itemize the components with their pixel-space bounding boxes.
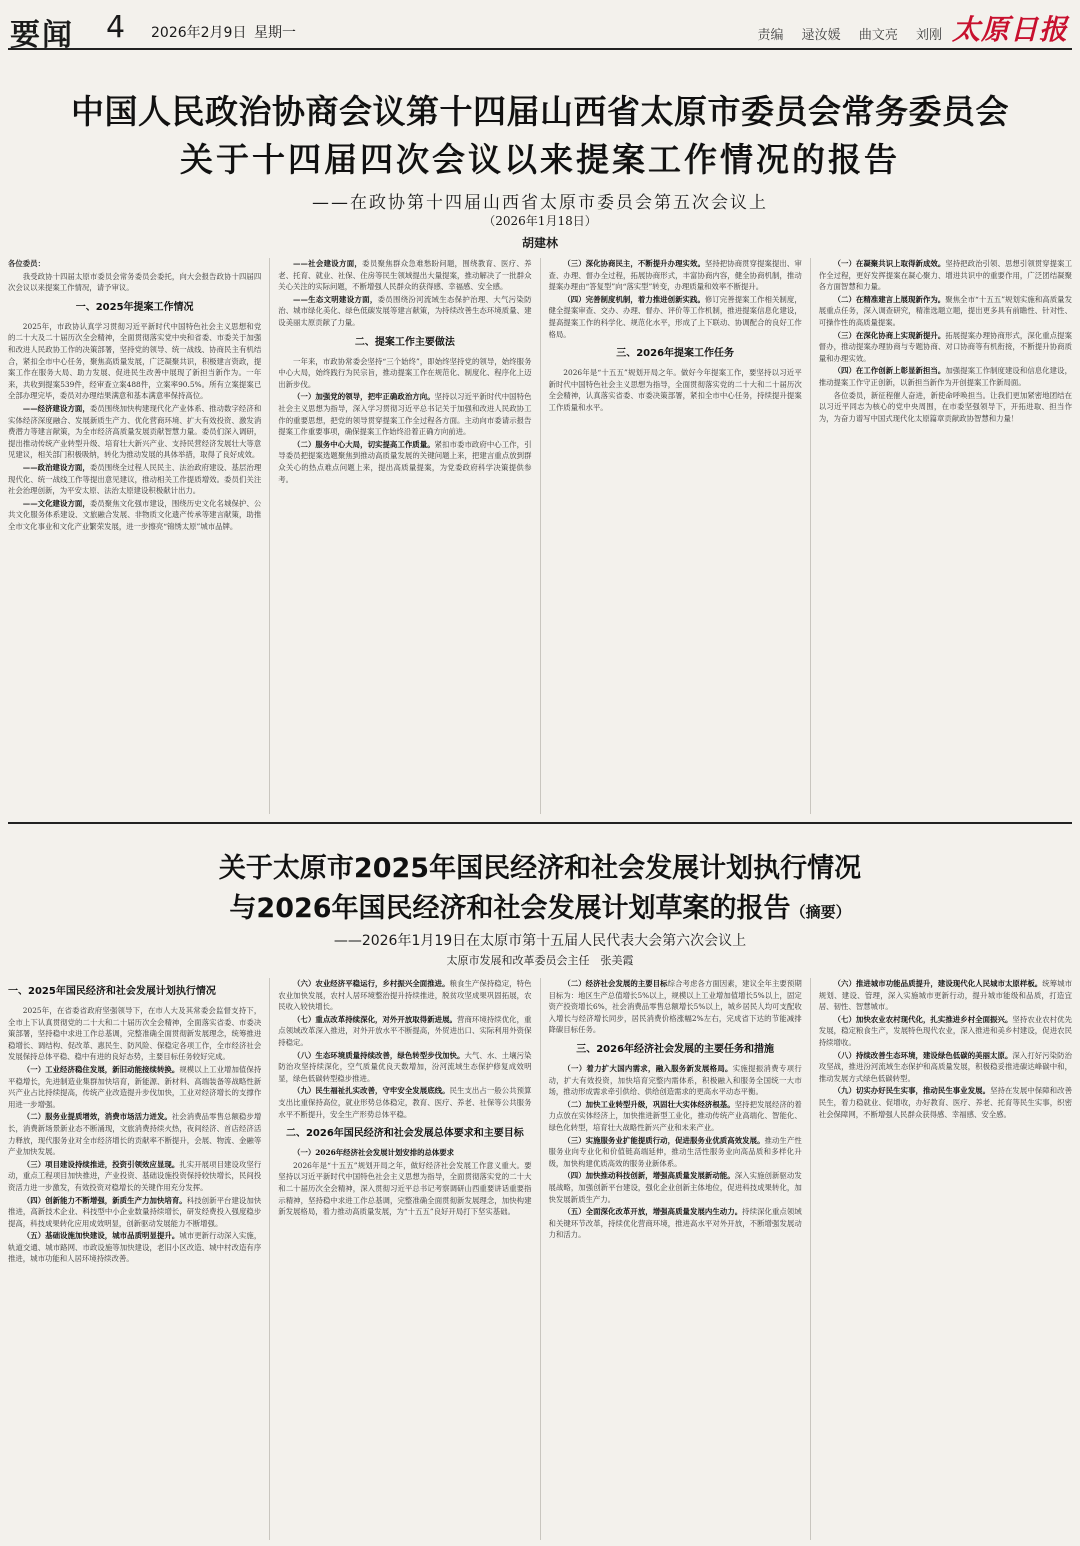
subsection-heading: （五）全面深化改革开放，增强高质量发展内生动力。 — [563, 1207, 743, 1217]
article-divider — [8, 822, 1072, 824]
article1-title-line1: 中国人民政治协商会议第十四届山西省太原市委员会常务委员会 — [71, 92, 1009, 131]
editor-name: 曲文亮 — [858, 28, 898, 43]
paragraph: 各位委员，新征程催人奋进，新使命呼唤担当。让我们更加紧密地团结在以习近平同志为核心的党中央周围，在市委坚强领导下，开拓进取、担当作为，为奋力谱写中国式现代化太原篇章贡献政协智慧和力量！ — [818, 390, 1072, 423]
paragraph: 委员围绕汾河流域生态保护治理、大气污染防治、城市绿化美化、绿色低碳发展等建言献策，为持续改善生态环境质量、建设美丽太原贡献了力量。 — [278, 294, 532, 327]
article1-column — [8, 258, 270, 814]
paragraph: 营商环境持续优化，重点领域改革深入推进，对外开放水平不断提高，外贸进出口、实际利用外资保持稳定。 — [278, 1014, 532, 1047]
section-heading: 三、2026年提案工作任务 — [616, 348, 735, 360]
article2-subtitle: ——2026年1月19日在太原市第十五届人民代表大会第六次会议上 — [333, 933, 747, 949]
article1-subtitle: ——在政协第十四届山西省太原市委员会第五次会议上 — [312, 193, 768, 213]
article1-body — [8, 258, 1072, 814]
article2-title-line2 — [0, 886, 1080, 925]
point-label: ——文化建设方面， — [22, 498, 90, 508]
paragraph: 2026年是“十五五”规划开局之年。做好今年提案工作，要坚持以习近平新时代中国特色社会主义思想为指导，全面贯彻落实党的二十大和二十届历次全会精神，认真落实省委、市委决策部署，紧扣全市中心任务，持续提升提案工作质量和水平。 — [548, 368, 802, 412]
paragraph: 委员围绕加快构建现代化产业体系、推动数字经济和实体经济深度融合、发展新质生产力、优化营商环境、扩大有效投资、激发消费潜力等建言献策，为全市经济高质量发展贡献智慧力量。委员们深入调研，提出推动传统产业转型升级、培育壮大新兴产业、支持民营经济发展壮大等意见建议，相关部门积极吸纳，转化为推动发展的具体举措，取得了良好成效。 — [8, 403, 262, 460]
paragraph: 坚持把发展经济的着力点放在实体经济上，加快推进新型工业化，推动传统产业高端化、智能化、绿色化转型，培育壮大战略性新兴产业和未来产业。 — [548, 1099, 802, 1132]
point-label: ——生态文明建设方面， — [293, 294, 378, 304]
subsection-heading: （四）加快推动科技创新，增强高质量发展新动能。 — [563, 1171, 735, 1181]
subsection-heading: （四）创新能力不断增强，新质生产力加快培育。 — [22, 1195, 187, 1205]
paragraph: 城市更新行动深入实施，轨道交通、城市路网、市政设施等加快建设，老旧小区改造、城中村改造有序推进，城市功能和人居环境持续改善。 — [8, 1231, 262, 1264]
paragraph: 深入实施创新驱动发展战略，加强创新平台建设，强化企业创新主体地位，促进科技成果转化，加快发展新质生产力。 — [548, 1171, 802, 1204]
section-name: 要闻 — [10, 18, 74, 53]
article1-author: 胡建林 — [521, 236, 558, 250]
subsection-heading: （二）经济社会发展的主要目标 — [563, 979, 668, 988]
paragraph: 一年来，市政协常委会坚持“三个始终”，即始终坚持党的领导，始终服务中心大局，始终践行为民宗旨，推动提案工作在规范化、制度化、程序化上迈出新步伐。 — [278, 356, 532, 389]
newspaper-logo: 太原日报 — [951, 13, 1068, 46]
subsection-heading: （二）服务业提质增效，消费市场活力迸发。 — [22, 1112, 172, 1122]
subsection-heading: （八）持续改善生态环境，建设绿色低碳的美丽太原。 — [833, 1050, 1013, 1060]
subsection-heading: （二）在精准建言上展现新作为。 — [833, 294, 946, 304]
article2-column — [819, 978, 1072, 1540]
article1-column — [278, 258, 540, 814]
paragraph: 加强提案工作制度建设和信息化建设，推动提案工作守正创新，以新担当新作为开创提案工作新局面。 — [818, 366, 1072, 387]
article2-column — [278, 978, 540, 1540]
article1-column — [819, 258, 1072, 814]
page-number: 4 — [106, 10, 126, 45]
subsection-heading: （三）项目建设持续推进，投资引领效应显现。 — [22, 1159, 180, 1169]
subsection-heading: （一）2026年经济社会发展计划安排的总体要求 — [293, 1148, 455, 1158]
paragraph: 粮食生产保持稳定，特色农业加快发展，农村人居环境整治提升持续推进，脱贫攻坚成果巩固拓展，农民收入较快增长。 — [278, 979, 532, 1012]
article1-date: （2026年1月18日） — [483, 214, 597, 228]
editor-name: 逯汝媛 — [801, 28, 841, 43]
subsection-heading: （七）重点改革持续深化，对外开放取得新进展。 — [293, 1014, 458, 1024]
paragraph: 规模以上工业增加值保持平稳增长，先进制造业集群加快培育，新能源、新材料、高端装备等战略性新兴产业占比持续提高，传统产业改造提升步伐加快，工业对经济增长的支撑作用进一步增强。 — [8, 1064, 262, 1109]
subsection-heading: （七）加快农业农村现代化，扎实推进乡村全面振兴。 — [833, 1014, 1013, 1024]
subsection-heading: （一）在凝聚共识上取得新成效。 — [833, 259, 946, 268]
section-heading: 二、2026年国民经济和社会发展总体要求和主要目标 — [285, 1128, 524, 1140]
section-heading: 三、2026年经济社会发展的主要任务和措施 — [576, 1043, 775, 1055]
paragraph: 实施提振消费专项行动，扩大有效投资，加快培育完整内需体系，积极融入和服务全国统一大市场，推动形成需求牵引供给、供给创造需求的更高水平动态平衡。 — [548, 1063, 802, 1097]
section-heading: 一、2025年国民经济和社会发展计划执行情况 — [8, 986, 216, 997]
subsection-heading: （一）着力扩大国内需求，融入服务新发展格局。 — [563, 1063, 733, 1073]
subsection-heading: （八）生态环境质量持续改善，绿色转型步伐加快。 — [293, 1050, 465, 1060]
paragraph: 委员聚焦文化强市建设，围绕历史文化名城保护、公共文化服务体系建设、文旅融合发展、非物质文化遗产传承等建言献策，助推全市文化事业和文化产业繁荣发展，进一步擦亮“锦绣太原”城市品牌。 — [8, 498, 262, 531]
issue-weekday: 星期一 — [254, 25, 296, 41]
subsection-heading: （四）完善制度机制，着力推进创新实践。 — [563, 294, 705, 304]
point-label: ——经济建设方面， — [22, 403, 90, 413]
paragraph: 2026年是“十五五”规划开局之年，做好经济社会发展工作意义重大。要坚持以习近平新时代中国特色社会主义思想为指导，全面贯彻落实党的二十大和二十届历次全会精神，深入贯彻习近平总书记考察调研山西重要讲话重要指示精神，坚持稳中求进工作总基调，完整准确全面贯彻新发展理念，加快构建新发展格局，着力推动高质量发展，为“十五五”良好开局打下坚实基础。 — [278, 1160, 532, 1217]
subsection-heading: （二）加快工业转型升级，巩固壮大实体经济根基。 — [563, 1099, 735, 1109]
article1-title-line2: 关于十四届四次会议以来提案工作情况的报告 — [180, 140, 900, 179]
subsection-heading: （九）民生福祉扎实改善，守牢安全发展底线。 — [293, 1086, 450, 1096]
paragraph: 综合考虑各方面因素，建议全年主要预期目标为：地区生产总值增长5%以上，规模以上工业增加值增长5%以上，固定资产投资增长6%，社会消费品零售总额增长5%以上，城乡居民人均可支配收入增长与经济增长同步，居民消费价格涨幅2%左右，完成省下达的节能减排降碳目标任务。 — [548, 979, 802, 1035]
subsection-heading: （一）工业经济稳住发展，新旧动能接续转换。 — [22, 1064, 180, 1074]
paragraph: 委员聚焦群众急难愁盼问题，围绕教育、医疗、养老、托育、就业、社保、住房等民生领域提出大量提案，推动解决了一批群众关心关注的实际问题，不断增强人民群众的获得感、幸福感、安全感。 — [278, 259, 532, 292]
subsection-heading: （九）切实办好民生实事，推动民生事业发展。 — [833, 1086, 991, 1096]
paragraph: 持续深化重点领域和关键环节改革，持续优化营商环境，推进高水平对外开放，不断增强发展动力和活力。 — [548, 1207, 802, 1240]
paragraph: 拓展提案办理协商形式，深化重点提案督办，推动提案办理协商与专题协商、对口协商等有机衔接，不断提升协商质量和办理实效。 — [818, 330, 1072, 363]
paragraph: 深入打好污染防治攻坚战，推进汾河流域生态保护和高质量发展，积极稳妥推进碳达峰碳中和，推动发展方式绿色低碳转型。 — [818, 1050, 1072, 1083]
paragraph: 大气、水、土壤污染防治攻坚持续深化，空气质量优良天数增加，汾河流域生态保护修复成效明显，绿色低碳转型稳步推进。 — [278, 1050, 532, 1083]
paragraph: 我受政协十四届太原市委员会常务委员会委托，向大会报告政协十四届四次会议以来提案工作情况，请予审议。 — [8, 271, 262, 293]
paragraph: 科技创新平台建设加快推进，高新技术企业、科技型中小企业数量持续增长，研发经费投入强度稳步提高，科技成果转化应用成效明显，创新驱动发展能力不断增强。 — [8, 1195, 262, 1228]
editor-credits — [744, 24, 942, 43]
paragraph: 2025年，市政协认真学习贯彻习近平新时代中国特色社会主义思想和党的二十大及二十届历次全会精神，全面贯彻落实党中央和省委、市委关于加强和改进人民政协工作的决策部署，坚持党的领导、统一战线、协商民主有机结合，紧扣全市中心任务，聚焦高质量发展，广泛凝聚共识，积极建言资政，提案工作在服务大局、助力发展、促进民生改善中展现了新担当新作为。一年来，共收到提案539件，经审查立案488件，立案率90.5%。所有立案提案已全部办理完毕，委员对办理结果满意和基本满意率保持高位。 — [8, 321, 262, 401]
subsection-heading: （一）加强党的领导，把牢正确政治方向。 — [293, 392, 435, 402]
article2-column — [549, 978, 811, 1540]
subsection-heading: （五）基础设施加快建设，城市品质明显提升。 — [22, 1231, 180, 1241]
subsection-heading: （二）服务中心大局，切实提高工作质量。 — [293, 439, 435, 449]
subsection-heading: （四）在工作创新上彰显新担当。 — [833, 366, 946, 376]
paragraph: 2025年，在省委省政府坚强领导下，在市人大及其常委会监督支持下，全市上下认真贯彻党的二十大和二十届历次全会精神，全面落实省委、市委决策部署，坚持稳中求进工作总基调，完整准确全面贯彻新发展理念，统筹推进稳增长、调结构、促改革、惠民生、防风险、保稳定各项工作，全市经济社会发展保持总体平稳、稳中有进的良好态势，主要目标任务较好完成。 — [8, 1006, 262, 1062]
paragraph: 推动生产性服务业向专业化和价值链高端延伸，推动生活性服务业向高品质和多样化升级，加快构建优质高效的服务业新体系。 — [548, 1135, 802, 1168]
section-heading: 二、提案工作主要做法 — [354, 336, 455, 348]
masthead — [8, 8, 1072, 53]
article2-title-suffix: （摘要） — [790, 903, 851, 921]
greeting: 各位委员： — [8, 259, 45, 268]
paragraph: 紧扣市委市政府中心工作，引导委员把提案选题聚焦到推动高质量发展的关键问题上来，把建言重点放到群众关心的热点难点问题上来，提出高质量提案，为党委政府科学决策提供参考。 — [278, 439, 532, 484]
issue-date: 2026年2月9日 — [151, 25, 247, 41]
article2-author: 太原市发展和改革委员会主任 张美霞 — [446, 954, 634, 967]
article1-column — [549, 258, 811, 814]
subsection-heading: （三）深化协商民主，不断提升办理实效。 — [563, 259, 705, 268]
editor-name: 刘刚 — [915, 28, 942, 43]
paragraph: 统筹城市规划、建设、管理，深入实施城市更新行动，提升城市能级和品质，打造宜居、韧性、智慧城市。 — [818, 979, 1072, 1012]
article2-title-text: 与2026年国民经济和社会发展计划草案的报告 — [229, 893, 791, 924]
subsection-heading: （三）实施服务业扩能提质行动，促进服务业优质高效发展。 — [563, 1135, 765, 1145]
paragraph: 坚持把政治引领、思想引领贯穿提案工作全过程，更好发挥提案在凝心聚力、增进共识中的重要作用，广泛团结凝聚各方面智慧和力量。 — [818, 259, 1072, 292]
paragraph: 坚持把协商贯穿提案提出、审查、办理、督办全过程，拓展协商形式，丰富协商内容，健全协商机制，推动提案办理由“答复型”向“落实型”转变，办理质量和效率不断提升。 — [548, 259, 802, 292]
article2-column — [8, 978, 270, 1540]
point-label: ——社会建设方面， — [293, 259, 363, 268]
subsection-heading: （三）在深化协商上实现新提升。 — [833, 330, 946, 340]
editor-role: 责编 — [757, 28, 784, 43]
paragraph: 坚持在发展中保障和改善民生，着力稳就业、促增收，办好教育、医疗、养老、托育等民生实事，织密社会保障网，不断增强人民群众获得感、幸福感、安全感。 — [818, 1086, 1072, 1119]
article2-title-line1: 关于太原市2025年国民经济和社会发展计划执行情况 — [218, 853, 862, 884]
paragraph: 扎实开展项目建设攻坚行动，重点工程项目加快推进，产业投资、基础设施投资保持较快增长，民间投资活力进一步激发，有效投资对稳增长的关键作用充分发挥。 — [8, 1159, 262, 1192]
point-label: ——政治建设方面， — [22, 462, 90, 472]
subsection-heading: （六）推进城市功能品质提升，建设现代化人民城市太原样板。 — [833, 979, 1043, 988]
paragraph: 修订完善提案工作相关制度，健全提案审查、交办、办理、督办、评价等工作机制，推进提案信息化建设，提高提案工作的科学化、规范化水平，形成了上下联动、协调配合的良好工作格局。 — [548, 294, 802, 339]
paragraph: 社会消费品零售总额稳步增长，消费新场景新业态不断涌现，文旅消费持续火热，夜间经济、首店经济活力释放，现代服务业对全市经济增长的贡献率不断提升，会展、物流、金融等产业加快发展。 — [8, 1112, 262, 1157]
section-heading: 一、2025年提案工作情况 — [75, 301, 194, 313]
paragraph: 坚持农业农村优先发展，稳定粮食生产，发展特色现代农业，深入推进和美乡村建设，促进农民持续增收。 — [818, 1014, 1072, 1047]
subsection-heading: （六）农业经济平稳运行，乡村振兴全面推进。 — [293, 979, 450, 988]
article2-body — [8, 978, 1072, 1540]
paragraph: 委员围绕全过程人民民主、法治政府建设、基层治理现代化、统一战线工作等提出意见建议，推动相关工作提质增效。委员们关注社会治理创新，为平安太原、法治太原建设积极献计出力。 — [8, 462, 262, 496]
paragraph: 聚焦全市“十五五”规划实施和高质量发展重点任务，深入调查研究，精准选题立题，提出更多具有前瞻性、针对性、可操作性的高质量提案。 — [818, 294, 1072, 327]
paragraph: 民生支出占一般公共预算支出比重保持高位，就业形势总体稳定，教育、医疗、养老、社保等公共服务水平不断提升，安全生产形势总体平稳。 — [278, 1086, 532, 1119]
paragraph: 坚持以习近平新时代中国特色社会主义思想为指导，深入学习贯彻习近平总书记关于加强和改进人民政协工作的重要思想，把党的领导贯穿提案工作全过程各方面。主动向市委请示报告提案工作重要事项，确保提案工作始终沿着正确方向前进。 — [278, 392, 532, 437]
